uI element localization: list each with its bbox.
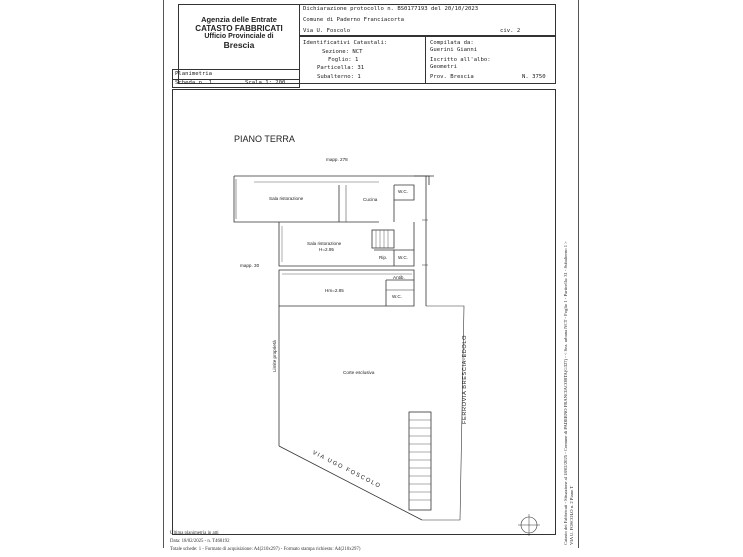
parcel-value: 31 [357,65,365,71]
room-antib: Antib. [393,275,405,280]
sheet-scale: Scala 1: 200 [245,80,286,86]
compiler-title: Compilata da: [430,40,474,46]
sheet-number: Scheda n. 1 [175,80,213,86]
compiler-name: Guerini Gianni [430,47,478,53]
document-page [163,0,579,552]
address: Via U. Foscolo [303,28,351,34]
protocol-date: 20/10/2023 [444,6,479,12]
protocol-date-label: del [431,6,442,12]
margin-situation: Catasto dei Fabbricati - Situazione al 18/02/2025 - Comune di PADERNO FRANCIACORTA(G327) - < Sez. urbana NCT - Foglio 1 - Particella: 31 - Subalterno 1 > [563,241,568,545]
sheet-type: Planimetria [175,71,213,77]
room-wc-3: W.C. [392,294,402,299]
civic-number: civ. 2 [500,28,521,34]
room-sala-ristorazione-2: Sala ristorazione [307,241,342,246]
footer-last-plan: Ultima planimetria in atti [170,531,219,536]
margin-address: VIA U. FOSCOLO n. 2 Piano T [569,485,574,545]
identifiers-title: Identificativi Catastali: [303,40,388,46]
province-label: Prov. Brescia [430,74,474,80]
register-label: Iscritto all'albo: [430,57,491,63]
footer-summary: Totale schede: 1 - Formato di acquisizione: A4(210x297) - Formato stampa richiesto: A4(210x297) [170,547,361,552]
room-height-2: Hm=2.85 [325,288,344,293]
room-cucina: Cucina [363,197,378,202]
section-value: NCT [352,49,363,55]
number-label: N. [522,74,529,80]
sheet-label: Foglio: [328,57,352,63]
room-height-1: H=2.95 [319,247,334,252]
label-mapp-278: mapp. 278 [326,157,348,162]
protocol-label: Dichiarazione protocollo n. [303,6,394,12]
room-corte-esclusiva: Corte esclusiva [343,370,375,375]
room-sala-ristorazione-1: Sala ristorazione [269,196,304,201]
number-value: 3750 [532,74,546,80]
section-label: Sezione: [322,49,349,55]
room-rip: Rip. [379,255,388,260]
office-label: Ufficio Provinciale di [204,33,274,40]
room-wc-1: W.C. [398,189,408,194]
floor-plan [164,0,578,548]
parcel-label: Particella: [317,65,355,71]
room-wc-2: W.C. [398,255,408,260]
subalterno-value: 1 [357,74,361,80]
registry-name: CATASTO FABBRICATI [195,24,283,33]
office-city: Brescia [223,40,255,50]
floor-title: PIANO TERRA [234,134,295,144]
protocol-number: BS0177193 [397,6,428,12]
municipality: Comune di Paderno Franciacorta [303,17,405,23]
label-mapp-30: mapp. 30 [240,263,260,268]
register-value: Geometri [430,64,457,70]
subalterno-label: Subalterno: [317,74,355,80]
sheet-value: 1 [354,57,359,63]
footer-date: Data: 18/02/2025 - n. T468192 [170,539,230,544]
label-limite-proprieta: Limite proprietà [272,340,277,372]
label-via-ugo-foscolo: VIA UGO FOSCOLO [311,450,382,490]
agency-name: Agenzia delle Entrate [201,15,277,24]
label-ferrovia: FERROVIA BRESCIA-EDOLO [462,334,468,424]
